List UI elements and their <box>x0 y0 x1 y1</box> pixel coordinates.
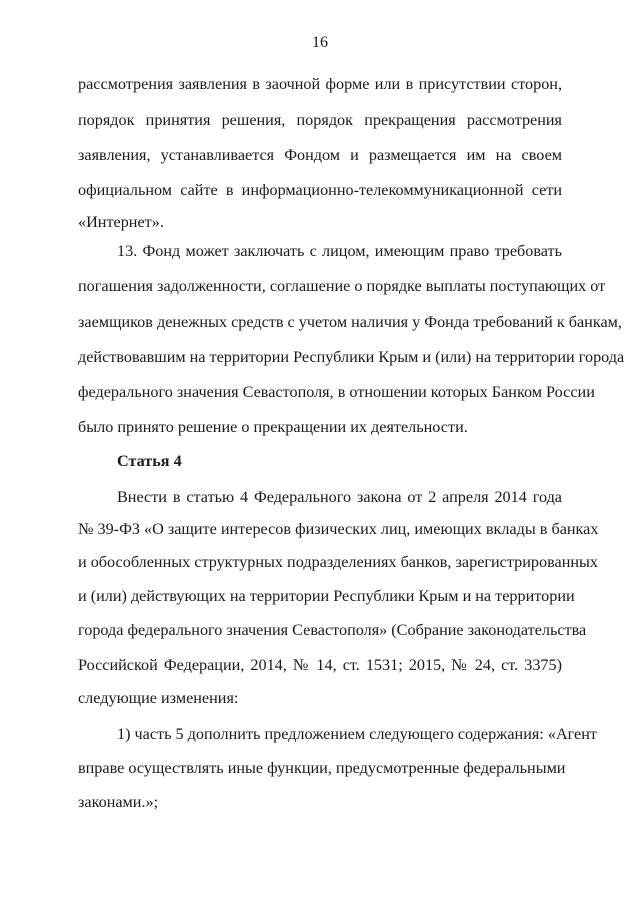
text-line: вправе осуществлять иные функции, предусмотренные федеральными <box>78 759 566 777</box>
text-line: города федерального значения Севастополя» (Собрание законодательства <box>78 621 587 639</box>
text-line: рассмотрения заявления в заочной форме или в присутствии сторон, <box>78 75 562 93</box>
text-line: погашения задолженности, соглашение о порядке выплаты поступающих от <box>78 277 606 295</box>
text-line: Российской Федерации, 2014, № 14, ст. 1531; 2015, № 24, ст. 3375) <box>78 656 562 674</box>
text-line: № 39-ФЗ «О защите интересов физических лиц, имеющих вклады в банках <box>78 520 599 538</box>
text-line: заявления, устанавливается Фондом и размещается им на своем <box>78 146 562 164</box>
text-line: действовавшим на территории Республики Крым и (или) на территории города <box>78 348 625 366</box>
text-line: заемщиков денежных средств с учетом наличия у Фонда требований к банкам, <box>78 313 622 331</box>
article-4-first-line: Внести в статью 4 Федерального закона от 2 апреля 2014 года <box>117 488 562 506</box>
text-line: было принято решение о прекращении их деятельности. <box>78 418 468 436</box>
paragraph-13-first-line: 13. Фонд может заключать с лицом, имеющим право требовать <box>117 242 562 260</box>
text-line: порядок принятия решения, порядок прекращения рассмотрения <box>78 111 562 129</box>
text-line: и обособленных структурных подразделениях банков, зарегистрированных <box>78 553 598 571</box>
text-line: официальном сайте в информационно-телекоммуникационной сети <box>78 181 562 199</box>
text-line: федерального значения Севастополя, в отношении которых Банком России <box>78 383 595 401</box>
article-heading: Статья 4 <box>117 452 182 470</box>
text-line: следующие изменения: <box>78 689 239 707</box>
text-line: и (или) действующих на территории Республики Крым и на территории <box>78 587 575 605</box>
page-number: 16 <box>312 34 328 51</box>
text-line: «Интернет». <box>78 213 164 231</box>
text-line: законами.»; <box>78 793 159 811</box>
list-item-1-first-line: 1) часть 5 дополнить предложением следующего содержания: «Агент <box>117 725 597 743</box>
